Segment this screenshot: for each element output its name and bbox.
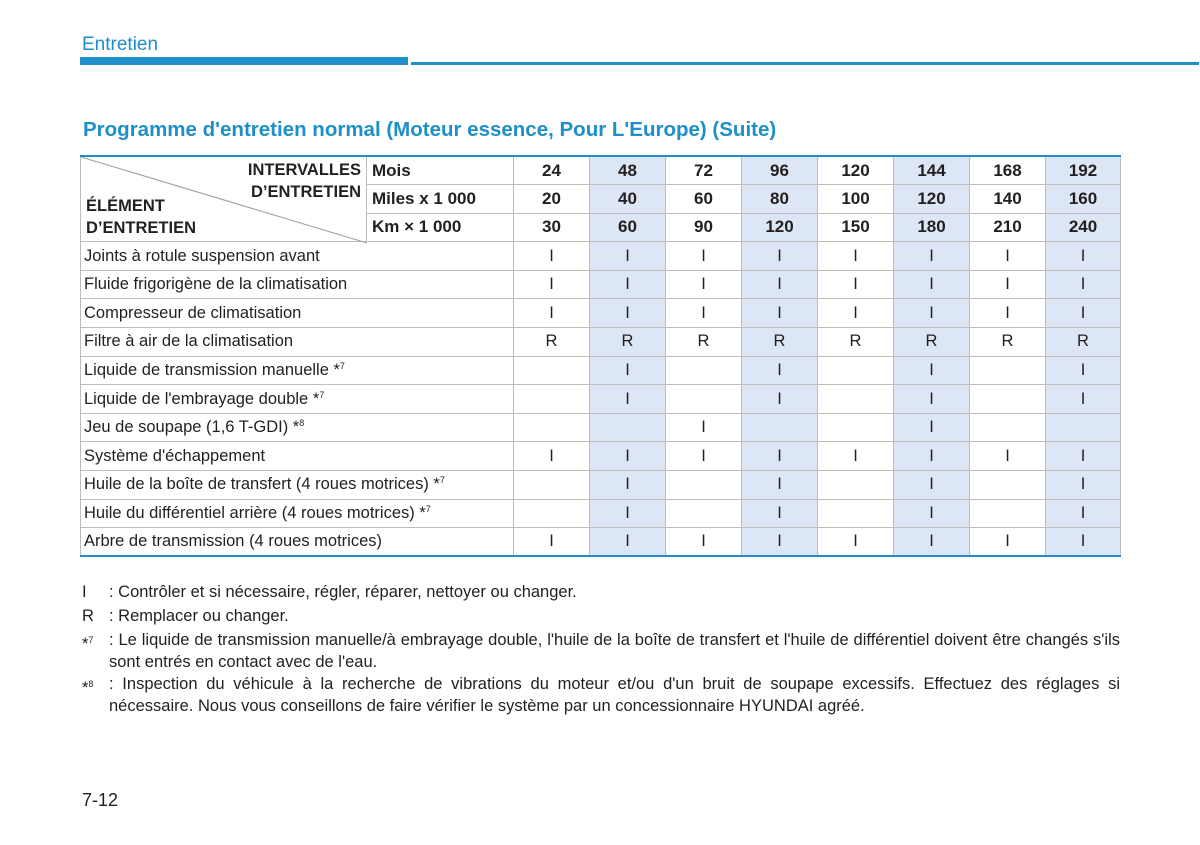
item-name: Liquide de transmission manuelle * — [84, 360, 340, 379]
schedule-cell — [666, 499, 742, 528]
schedule-cell: I — [894, 242, 970, 271]
interval-value-cell: 80 — [742, 185, 818, 214]
schedule-cell: I — [666, 270, 742, 299]
schedule-cell: I — [970, 242, 1046, 271]
schedule-cell — [818, 356, 894, 385]
schedule-cell — [514, 413, 590, 442]
schedule-cell: I — [1046, 442, 1121, 471]
item-footnote-number: 7 — [339, 360, 345, 371]
item-name: Système d'échappement — [84, 446, 266, 465]
schedule-cell — [742, 413, 818, 442]
interval-value-cell: 192 — [1046, 156, 1121, 185]
table-row — [81, 528, 1121, 557]
corner-intervals-line-1: INTERVALLES — [247, 161, 361, 179]
interval-value-cell: 180 — [894, 213, 970, 242]
footnote-7-number: 7 — [88, 635, 94, 645]
interval-value-cell: 72 — [666, 156, 742, 185]
interval-label-miles: Miles x 1 000 — [367, 185, 514, 214]
corner-element-label — [86, 195, 196, 239]
schedule-cell — [666, 356, 742, 385]
schedule-cell — [818, 499, 894, 528]
table-row — [81, 413, 1121, 442]
item-footnote-number: 7 — [319, 389, 325, 400]
schedule-cell: I — [1046, 356, 1121, 385]
schedule-cell — [514, 471, 590, 500]
section-title: Programme d'entretien normal (Moteur essence, Pour L'Europe) (Suite) — [83, 118, 777, 141]
schedule-cell — [514, 499, 590, 528]
interval-value-cell: 150 — [818, 213, 894, 242]
note-replace — [82, 605, 1120, 627]
footnote-8-text: : Inspection du véhicule à la recherche de vibrations du moteur et/ou d'un bruit de soupape excessifs. Effectuez des réglages si nécessaire. Nous vous conseillons de faire vérifier le système par un concessionnaire HYUNDAI agréé. — [109, 675, 1120, 715]
schedule-cell: I — [1046, 242, 1121, 271]
schedule-cell: I — [514, 442, 590, 471]
item-name-cell — [81, 270, 514, 299]
interval-value-cell: 60 — [666, 185, 742, 214]
item-footnote-number: 7 — [425, 503, 431, 514]
schedule-cell: I — [1046, 385, 1121, 414]
interval-value-cell: 144 — [894, 156, 970, 185]
interval-value-cell: 20 — [514, 185, 590, 214]
interval-value-cell: 120 — [742, 213, 818, 242]
interval-value-cell: 40 — [590, 185, 666, 214]
schedule-cell — [1046, 413, 1121, 442]
schedule-cell: I — [666, 413, 742, 442]
schedule-cell: I — [1046, 499, 1121, 528]
schedule-cell: I — [514, 528, 590, 557]
schedule-cell: I — [818, 442, 894, 471]
table-row — [81, 499, 1121, 528]
schedule-cell: R — [1046, 328, 1121, 357]
footnote-8 — [82, 673, 1120, 717]
interval-value-cell: 120 — [818, 156, 894, 185]
footnote-8-marker — [82, 673, 93, 699]
schedule-cell — [970, 413, 1046, 442]
schedule-cell: I — [742, 471, 818, 500]
schedule-cell: I — [970, 442, 1046, 471]
schedule-cell: I — [590, 442, 666, 471]
schedule-cell: I — [818, 242, 894, 271]
table-row — [81, 242, 1121, 271]
schedule-cell: I — [590, 270, 666, 299]
item-name: Huile de la boîte de transfert (4 roues motrices) * — [84, 475, 440, 494]
item-name-cell — [81, 385, 514, 414]
interval-value-cell: 96 — [742, 156, 818, 185]
footnote-7 — [82, 629, 1120, 673]
schedule-cell — [970, 471, 1046, 500]
schedule-cell: I — [818, 299, 894, 328]
header-rule-thin — [411, 62, 1199, 65]
schedule-cell: I — [590, 471, 666, 500]
schedule-cell: I — [894, 413, 970, 442]
schedule-cell: I — [590, 242, 666, 271]
schedule-cell: I — [894, 528, 970, 557]
item-name-cell — [81, 328, 514, 357]
schedule-cell: I — [894, 270, 970, 299]
interval-value-cell: 90 — [666, 213, 742, 242]
schedule-cell — [514, 356, 590, 385]
schedule-cell: I — [666, 299, 742, 328]
schedule-cell: I — [514, 270, 590, 299]
schedule-cell: I — [1046, 299, 1121, 328]
item-name-cell — [81, 299, 514, 328]
interval-value-cell: 160 — [1046, 185, 1121, 214]
item-footnote-number: 7 — [439, 475, 445, 486]
note-inspect — [82, 581, 1120, 603]
interval-value-cell: 120 — [894, 185, 970, 214]
note-inspect-symbol: I — [82, 583, 87, 601]
interval-value-cell: 240 — [1046, 213, 1121, 242]
schedule-cell: I — [514, 299, 590, 328]
interval-value-cell: 168 — [970, 156, 1046, 185]
item-name: Jeu de soupape (1,6 T-GDI) * — [84, 418, 300, 437]
item-name-cell — [81, 499, 514, 528]
schedule-cell: R — [514, 328, 590, 357]
page-header-title: Entretien — [82, 34, 159, 55]
item-name-cell — [81, 356, 514, 385]
schedule-cell: I — [590, 528, 666, 557]
interval-row-months — [81, 156, 1121, 185]
schedule-cell: I — [1046, 270, 1121, 299]
item-name: Joints à rotule suspension avant — [84, 246, 320, 265]
schedule-cell: R — [666, 328, 742, 357]
schedule-cell — [970, 356, 1046, 385]
item-name-cell — [81, 442, 514, 471]
item-name: Liquide de l'embrayage double * — [84, 389, 320, 408]
item-name: Arbre de transmission (4 roues motrices) — [84, 532, 383, 551]
table-row — [81, 385, 1121, 414]
schedule-cell: I — [666, 242, 742, 271]
schedule-cell: I — [742, 499, 818, 528]
schedule-cell — [970, 499, 1046, 528]
schedule-cell: R — [818, 328, 894, 357]
footnote-8-star: * — [82, 679, 89, 697]
schedule-cell: I — [666, 442, 742, 471]
footnote-7-text: : Le liquide de transmission manuelle/à embrayage double, l'huile de la boîte de transfert et l'huile de différentiel doivent être changés s'ils sont entrés en contact avec de l'eau. — [109, 631, 1120, 671]
schedule-cell: I — [590, 356, 666, 385]
schedule-cell: I — [742, 385, 818, 414]
schedule-cell: R — [742, 328, 818, 357]
schedule-cell — [818, 385, 894, 414]
corner-intervals-line-2: D’ENTRETIEN — [250, 183, 361, 201]
maintenance-schedule-table — [80, 155, 1121, 557]
schedule-cell: I — [590, 499, 666, 528]
schedule-cell: R — [894, 328, 970, 357]
schedule-cell: I — [970, 528, 1046, 557]
interval-value-cell: 210 — [970, 213, 1046, 242]
interval-value-cell: 24 — [514, 156, 590, 185]
schedule-cell: R — [970, 328, 1046, 357]
interval-value-cell: 140 — [970, 185, 1046, 214]
table-row — [81, 471, 1121, 500]
interval-label-km: Km × 1 000 — [367, 213, 514, 242]
schedule-cell: I — [590, 299, 666, 328]
schedule-cell — [970, 385, 1046, 414]
interval-value-cell: 100 — [818, 185, 894, 214]
schedule-cell: I — [894, 385, 970, 414]
schedule-cell — [590, 413, 666, 442]
schedule-cell: I — [590, 385, 666, 414]
table-row — [81, 270, 1121, 299]
schedule-cell: I — [742, 356, 818, 385]
schedule-cell: I — [818, 528, 894, 557]
corner-intervals-label — [248, 159, 361, 203]
table-row — [81, 356, 1121, 385]
table-corner-header — [81, 156, 367, 242]
schedule-cell — [666, 385, 742, 414]
schedule-cell: I — [514, 242, 590, 271]
schedule-cell: I — [742, 299, 818, 328]
corner-element-line-1: ÉLÉMENT — [86, 197, 165, 216]
schedule-cell — [818, 413, 894, 442]
item-name: Filtre à air de la climatisation — [84, 332, 294, 351]
table-row — [81, 299, 1121, 328]
page-number: 7-12 — [82, 790, 119, 810]
item-name: Fluide frigorigène de la climatisation — [84, 275, 348, 294]
schedule-cell: I — [894, 356, 970, 385]
note-replace-text: : Remplacer ou changer. — [109, 607, 289, 625]
item-name: Compresseur de climatisation — [84, 303, 302, 322]
schedule-cell: I — [666, 528, 742, 557]
table-row — [81, 442, 1121, 471]
note-inspect-text: : Contrôler et si nécessaire, régler, réparer, nettoyer ou changer. — [109, 583, 577, 601]
schedule-cell: I — [742, 270, 818, 299]
schedule-cell: I — [970, 270, 1046, 299]
footnote-8-number: 8 — [88, 679, 94, 689]
interval-label-months: Mois — [367, 156, 514, 185]
header-rule-thick — [80, 57, 408, 65]
item-name: Huile du différentiel arrière (4 roues motrices) * — [84, 503, 426, 522]
schedule-cell — [514, 385, 590, 414]
schedule-cell: I — [894, 299, 970, 328]
schedule-cell: R — [590, 328, 666, 357]
schedule-cell — [666, 471, 742, 500]
footnote-7-star: * — [82, 635, 89, 653]
schedule-cell: I — [894, 442, 970, 471]
schedule-cell: I — [742, 242, 818, 271]
schedule-cell — [818, 471, 894, 500]
interval-value-cell: 30 — [514, 213, 590, 242]
schedule-cell: I — [742, 442, 818, 471]
schedule-cell: I — [1046, 471, 1121, 500]
item-name-cell — [81, 242, 514, 271]
item-name-cell — [81, 528, 514, 557]
table-row — [81, 328, 1121, 357]
schedule-cell: I — [970, 299, 1046, 328]
item-name-cell — [81, 471, 514, 500]
item-footnote-number: 8 — [299, 418, 305, 429]
note-replace-symbol: R — [82, 607, 94, 625]
interval-value-cell: 60 — [590, 213, 666, 242]
corner-element-line-2: D’ENTRETIEN — [86, 219, 197, 238]
schedule-cell: I — [1046, 528, 1121, 557]
schedule-cell: I — [894, 471, 970, 500]
schedule-cell: I — [818, 270, 894, 299]
schedule-cell: I — [894, 499, 970, 528]
interval-value-cell: 48 — [590, 156, 666, 185]
footnote-7-marker — [82, 629, 93, 655]
legend-notes — [82, 581, 1120, 717]
schedule-cell: I — [742, 528, 818, 557]
item-name-cell — [81, 413, 514, 442]
